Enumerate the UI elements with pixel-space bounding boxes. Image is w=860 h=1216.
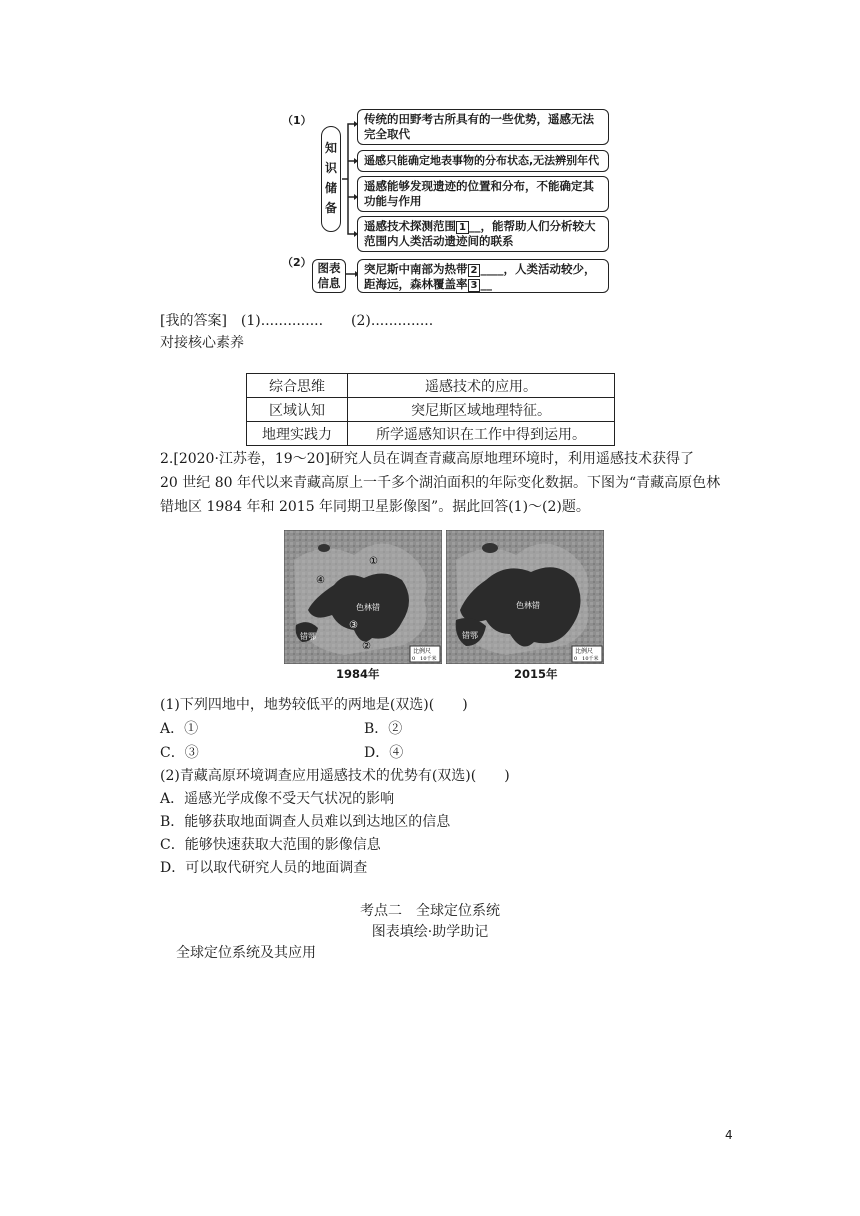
caption-1984: 1984年	[336, 667, 380, 681]
question-2-line-1: 2.[2020·江苏卷，19～20]研究人员在调查青藏高原地理环境时，利用遥感技术获得了	[160, 451, 694, 467]
side-char-2: 识	[324, 161, 337, 175]
satellite-map-2015	[446, 530, 604, 664]
marker-3: ③	[349, 620, 358, 631]
knowledge-box-2: 遥感只能确定地表事物的分布状态,无法辨别年代	[357, 150, 609, 172]
sub1-option-a: A．①	[160, 721, 199, 737]
marker-4: ④	[316, 575, 325, 586]
section-topic: 全球定位系统及其应用	[176, 945, 316, 961]
scale-label-2015: 比例尺	[575, 648, 594, 655]
lake-label-1984: 色林错	[356, 603, 380, 612]
box5-text-a: 突尼斯中南部为热带	[364, 262, 468, 276]
table-row	[247, 422, 615, 446]
table-cell: 遥感技术的应用。	[348, 374, 615, 398]
table-row	[247, 374, 615, 398]
blank-marker-3: 3	[468, 279, 481, 292]
table-cell: 地理实践力	[247, 422, 348, 446]
core-heading: 对接核心素养	[160, 335, 244, 351]
knowledge-box-4	[357, 216, 609, 252]
side-char-3: 储	[324, 181, 337, 195]
sub1-option-b: B．②	[364, 721, 403, 737]
marker-2: ②	[362, 641, 371, 652]
marker-1: ①	[369, 556, 378, 567]
page-number: 4	[725, 1128, 733, 1142]
satellite-map-1984	[284, 530, 442, 664]
answer-line: [我的答案] (1).............. (2)..............	[160, 313, 434, 329]
sub2-option-a: A．遥感光学成像不受天气状况的影响	[160, 791, 395, 807]
lake-label-2015: 色林错	[516, 601, 540, 610]
section-title: 考点二 全球定位系统	[360, 903, 500, 919]
core-literacy-table	[246, 373, 615, 446]
side-char-4: 备	[324, 201, 337, 215]
sub2-option-b: B．能够获取地面调查人员难以到达地区的信息	[160, 814, 451, 830]
box5-text-c: __	[480, 277, 492, 291]
lake2-label-2015: 错鄂	[462, 631, 478, 640]
knowledge-box-3: 遥感能够发现遗迹的位置和分布，不能确定其功能与作用	[357, 176, 609, 212]
caption-2015: 2015年	[514, 667, 558, 681]
knowledge-box-5	[357, 259, 609, 293]
scale-label-1984: 比例尺	[413, 648, 432, 655]
question-2-line-2: 20 世纪 80 年代以来青藏高原上一千多个湖泊面积的年际变化数据。下图为“青藏高原色林	[160, 475, 721, 491]
sub2-option-d: D．可以取代研究人员的地面调查	[160, 860, 368, 876]
blank-marker-2: 2	[468, 264, 481, 277]
knowledge-box-1: 传统的田野考古所具有的一些优势，遥感无法完全取代	[357, 109, 609, 145]
side-title	[321, 138, 341, 218]
lake2-label-1984: 错鄂	[300, 632, 316, 641]
scale-value-1984: 0 10千米	[412, 656, 437, 662]
diagram-label-1: （1）	[282, 114, 312, 127]
section-subtitle: 图表填绘·助学助记	[371, 924, 489, 940]
sub1-option-c: C．③	[160, 745, 199, 761]
table-cell: 区域认知	[247, 398, 348, 422]
sub2-option-c: C．能够快速获取大范围的影像信息	[160, 837, 381, 853]
side-char-1: 知	[324, 141, 337, 155]
table-row	[247, 398, 615, 422]
box5-text-b: ____，人类活动较少，距海远，森林覆盖率	[364, 262, 596, 291]
diagram-label-2: （2）	[282, 256, 312, 269]
box4-text-b: __，能帮助人们分析较大范围内人类活动遗迹间的联系	[364, 219, 596, 248]
scale-value-2015: 0 10千米	[574, 656, 599, 662]
question-2-line-3: 错地区 1984 年和 2015 年同期卫星影像图”。据此回答(1)～(2)题。	[160, 499, 590, 515]
sub-question-1-stem: (1)下列四地中，地势较低平的两地是(双选)( )	[160, 697, 468, 713]
table-cell: 综合思维	[247, 374, 348, 398]
table-cell: 突尼斯区域地理特征。	[348, 398, 615, 422]
box4-text-a: 遥感技术探测范围	[364, 219, 456, 233]
table-cell: 所学遥感知识在工作中得到运用。	[348, 422, 615, 446]
sub1-option-d: D．④	[364, 745, 404, 761]
sub-question-2-stem: (2)青藏高原环境调查应用遥感技术的优势有(双选)( )	[160, 768, 510, 784]
chart-info-box: 图表信息	[312, 259, 346, 293]
blank-marker-1: 1	[456, 221, 469, 234]
